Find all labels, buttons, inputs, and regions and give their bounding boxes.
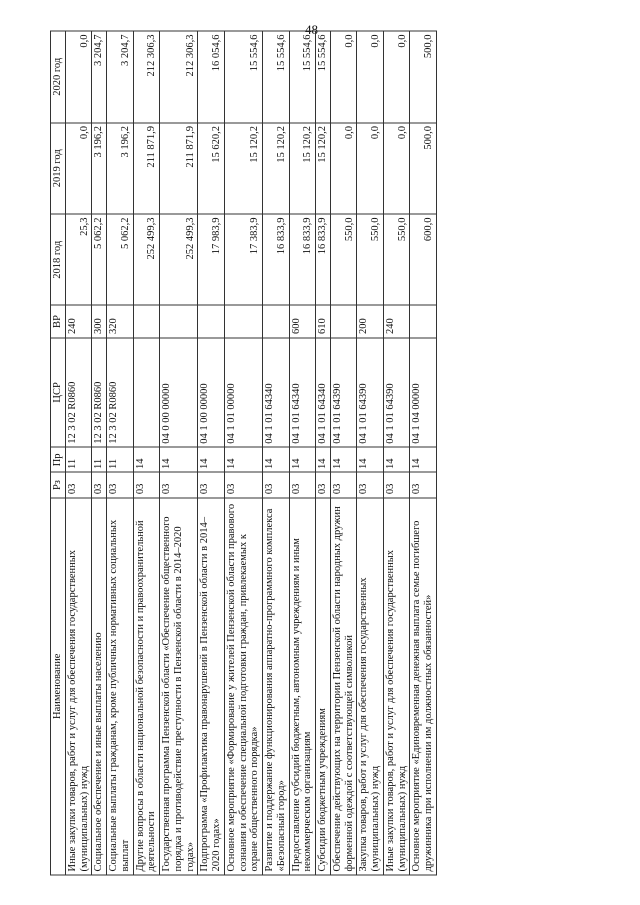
cell-y2018: 17 383,9: [224, 214, 262, 305]
cell-y2020: 3 204,7: [107, 31, 134, 123]
cell-y2020: 500,0: [410, 31, 437, 123]
cell-pr: 14: [263, 447, 290, 472]
table-row: [357, 31, 384, 875]
cell-csr: 04 1 01 00000: [224, 337, 262, 447]
cell-y2019: 15 120,2: [263, 122, 290, 213]
cell-csr: 12 3 02 R0860: [65, 337, 92, 447]
rotated-page: [50, 30, 590, 875]
cell-y2019: 0,0: [383, 122, 410, 213]
cell-y2018: 16 833,9: [263, 214, 290, 305]
cell-y2019: 15 620,2: [198, 122, 225, 213]
cell-csr: 04 1 01 64340: [263, 337, 290, 447]
cell-pr: 14: [289, 447, 316, 472]
table-row: [263, 31, 290, 875]
cell-y2018: 5 062,2: [107, 214, 134, 305]
cell-vr: 600: [289, 305, 316, 337]
cell-rz: 03: [92, 472, 107, 497]
cell-y2020: 0,0: [357, 31, 384, 123]
cell-pr: 14: [316, 447, 331, 472]
cell-csr: 04 0 00 00000: [160, 337, 198, 447]
cell-vr: [263, 305, 290, 337]
cell-rz: 03: [357, 472, 384, 497]
cell-csr: 04 1 04 00000: [410, 337, 437, 447]
table-row: [289, 31, 316, 875]
col-header-2019: 2019 год: [51, 122, 66, 213]
cell-name: Социальные выплаты гражданам, кроме публичных нормативных социальных выплат: [107, 497, 134, 874]
cell-y2018: 17 983,9: [198, 214, 225, 305]
cell-y2019: 3 196,2: [107, 122, 134, 213]
cell-name: Государственная программа Пензенской области «Обеспечение общественного порядка и противодействие преступности в Пензенской области в 2014–2020 годах»: [160, 497, 198, 874]
table-row: [107, 31, 134, 875]
cell-pr: 14: [133, 447, 160, 472]
cell-pr: 14: [383, 447, 410, 472]
cell-name: Закупка товаров, работ и услуг для обеспечения государственных (муниципальных) нужд: [357, 497, 384, 874]
cell-y2020: 212 306,3: [160, 31, 198, 123]
cell-y2020: 212 306,3: [133, 31, 160, 123]
cell-y2020: 0,0: [330, 31, 357, 123]
cell-y2019: 211 871,9: [160, 122, 198, 213]
cell-rz: 03: [383, 472, 410, 497]
cell-y2020: 0,0: [65, 31, 92, 123]
cell-vr: 240: [65, 305, 92, 337]
table-row: [316, 31, 331, 875]
budget-table: [50, 30, 437, 875]
cell-rz: 03: [316, 472, 331, 497]
cell-name: Основное мероприятие «Единовременная денежная выплата семье погибшего дружинника при исполнении им должностных обязанностей»: [410, 497, 437, 874]
cell-vr: [133, 305, 160, 337]
table-row: [410, 31, 437, 875]
col-header-2018: 2018 год: [51, 214, 66, 305]
page-number: 48: [305, 22, 318, 37]
table-row: [160, 31, 198, 875]
cell-y2020: 15 554,6: [316, 31, 331, 123]
cell-rz: 03: [160, 472, 198, 497]
cell-pr: 14: [198, 447, 225, 472]
cell-csr: 04 1 01 64340: [289, 337, 316, 447]
cell-name: Субсидии бюджетным учреждениям: [316, 497, 331, 874]
cell-rz: 03: [410, 472, 437, 497]
cell-y2020: 15 554,6: [224, 31, 262, 123]
cell-name: Иные закупки товаров, работ и услуг для обеспечения государственных (муниципальных) нужд: [383, 497, 410, 874]
cell-y2018: 5 062,2: [92, 214, 107, 305]
cell-name: Предоставление субсидий бюджетным, автономным учреждениям и иным некоммерческим организациям: [289, 497, 316, 874]
cell-y2018: 16 833,9: [289, 214, 316, 305]
cell-y2019: 211 871,9: [133, 122, 160, 213]
table-row: [65, 31, 92, 875]
cell-vr: [198, 305, 225, 337]
table-row: [198, 31, 225, 875]
cell-y2018: 550,0: [383, 214, 410, 305]
cell-pr: 11: [107, 447, 134, 472]
cell-y2019: 15 120,2: [289, 122, 316, 213]
cell-y2020: 0,0: [383, 31, 410, 123]
cell-pr: 11: [92, 447, 107, 472]
cell-name: Иные закупки товаров, работ и услуг для обеспечения государственных (муниципальных) нужд: [65, 497, 92, 874]
table-row: [383, 31, 410, 875]
table-row: [133, 31, 160, 875]
cell-y2019: 0,0: [65, 122, 92, 213]
cell-pr: 14: [330, 447, 357, 472]
cell-name: Другие вопросы в области национальной безопасности и правоохранительной деятельности: [133, 497, 160, 874]
cell-csr: 04 1 01 64340: [316, 337, 331, 447]
cell-rz: 03: [289, 472, 316, 497]
cell-csr: 12 3 02 R0860: [107, 337, 134, 447]
cell-rz: 03: [198, 472, 225, 497]
cell-csr: 04 1 01 64390: [383, 337, 410, 447]
table-row: [224, 31, 262, 875]
cell-pr: 14: [160, 447, 198, 472]
cell-rz: 03: [330, 472, 357, 497]
cell-name: Основное мероприятие «Формирование у жителей Пензенской области правового сознания и обеспечение специальной подготовки граждан, привлекаемых к охране общественного порядка»: [224, 497, 262, 874]
cell-y2020: 16 054,6: [198, 31, 225, 123]
cell-pr: 14: [224, 447, 262, 472]
cell-vr: [224, 305, 262, 337]
cell-rz: 03: [65, 472, 92, 497]
cell-vr: 610: [316, 305, 331, 337]
col-header-pr: Пр: [51, 447, 66, 472]
cell-pr: 14: [410, 447, 437, 472]
cell-rz: 03: [263, 472, 290, 497]
cell-y2019: 0,0: [357, 122, 384, 213]
cell-csr: 04 1 01 64390: [357, 337, 384, 447]
cell-y2018: 25,3: [65, 214, 92, 305]
cell-y2019: 500,0: [410, 122, 437, 213]
table-row: [92, 31, 107, 875]
col-header-csr: ЦСР: [51, 337, 66, 447]
cell-vr: [330, 305, 357, 337]
cell-y2018: 252 499,3: [133, 214, 160, 305]
cell-pr: 11: [65, 447, 92, 472]
cell-y2020: 15 554,6: [263, 31, 290, 123]
table-row: [330, 31, 357, 875]
cell-y2018: 600,0: [410, 214, 437, 305]
cell-rz: 03: [107, 472, 134, 497]
cell-csr: 12 3 02 R0860: [92, 337, 107, 447]
cell-vr: 200: [357, 305, 384, 337]
cell-csr: 04 1 01 64390: [330, 337, 357, 447]
cell-csr: 04 1 00 00000: [198, 337, 225, 447]
cell-y2018: 550,0: [330, 214, 357, 305]
col-header-2020: 2020 год: [51, 31, 66, 123]
cell-name: Развитие и поддержание функционирования аппаратно-программного комплекса «Безопасный город»: [263, 497, 290, 874]
cell-vr: 300: [92, 305, 107, 337]
cell-y2019: 15 120,2: [224, 122, 262, 213]
cell-y2018: 252 499,3: [160, 214, 198, 305]
cell-name: Обеспечение действующих на территории Пензенской области народных дружин форменной одеждой с соответствующей символикой: [330, 497, 357, 874]
cell-csr: [133, 337, 160, 447]
cell-vr: 240: [383, 305, 410, 337]
table-body: [65, 31, 436, 875]
cell-rz: 03: [133, 472, 160, 497]
cell-vr: [410, 305, 437, 337]
col-header-vr: ВР: [51, 305, 66, 337]
cell-y2020: 3 204,7: [92, 31, 107, 123]
col-header-rz: Рз: [51, 472, 66, 497]
cell-vr: 320: [107, 305, 134, 337]
cell-pr: 14: [357, 447, 384, 472]
cell-y2019: 0,0: [330, 122, 357, 213]
cell-y2020: 15 554,6: [289, 31, 316, 123]
cell-name: Подпрограмма «Профилактика правонарушений в Пензенской области в 2014–2020 годах»: [198, 497, 225, 874]
cell-y2018: 16 833,9: [316, 214, 331, 305]
cell-rz: 03: [224, 472, 262, 497]
table-header: [51, 31, 66, 875]
col-header-name: Наименование: [51, 497, 66, 874]
cell-y2019: 3 196,2: [92, 122, 107, 213]
cell-name: Социальное обеспечение и иные выплаты населению: [92, 497, 107, 874]
cell-y2018: 550,0: [357, 214, 384, 305]
cell-y2019: 15 120,2: [316, 122, 331, 213]
cell-vr: [160, 305, 198, 337]
